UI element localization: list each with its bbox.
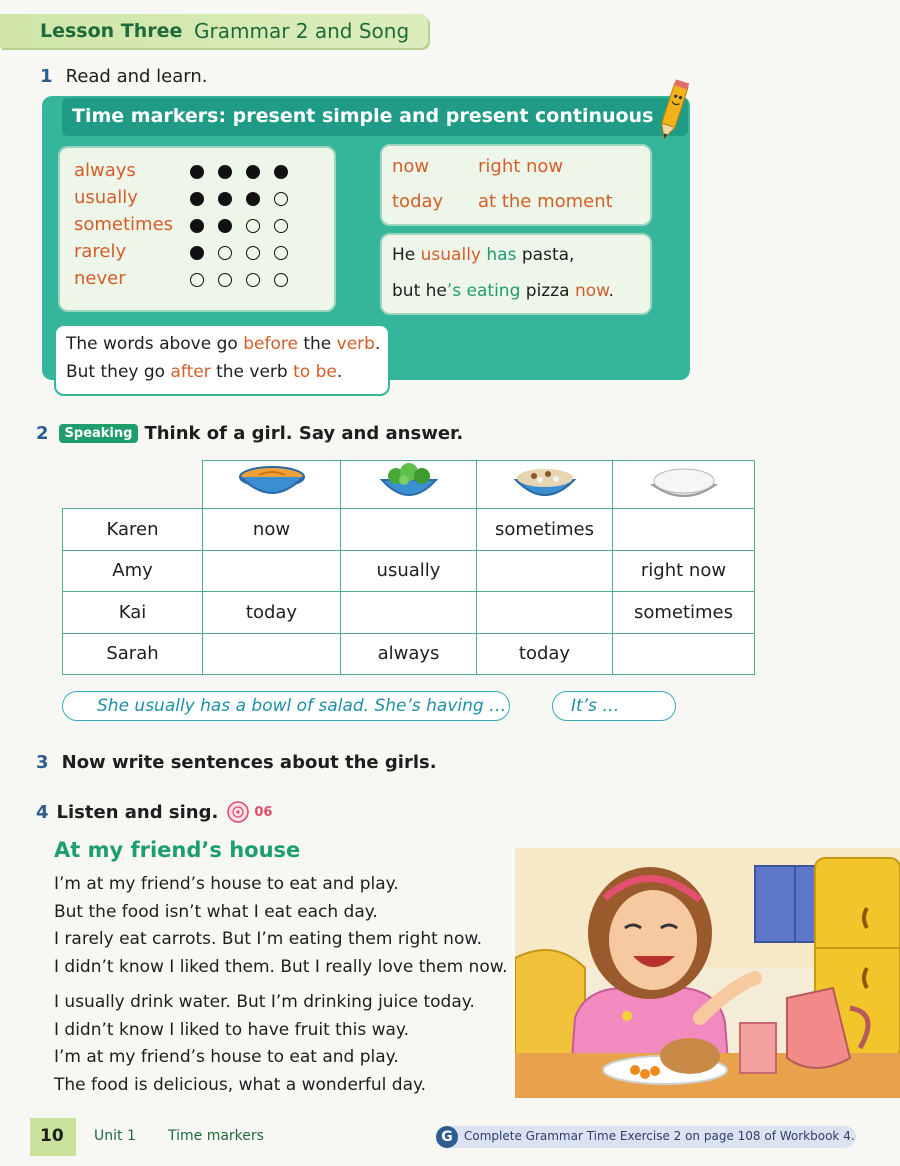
speaking-table — [62, 460, 754, 674]
rice-bowl-icon — [647, 463, 721, 506]
rule-text: The words above go — [66, 334, 244, 354]
song-line: But the food isn’t what I eat each day. — [54, 902, 378, 922]
time-marker-cell — [202, 633, 341, 676]
speech-bubble-2: It’s … — [552, 691, 676, 721]
marker-today: today — [392, 191, 444, 212]
example-text: He — [392, 245, 421, 265]
rule-after: after — [170, 362, 211, 382]
filled-dot — [190, 246, 204, 260]
example-now: now — [574, 281, 609, 301]
grammar-g-icon: G — [436, 1126, 458, 1148]
rule-line-2 — [66, 362, 342, 382]
girl-name-cell: Karen — [62, 508, 203, 551]
empty-dot — [274, 246, 288, 260]
salad-bowl-icon — [374, 462, 444, 507]
filled-dot — [190, 219, 204, 233]
filled-dot — [246, 192, 260, 206]
frequency-word-1: usually — [74, 187, 138, 208]
soup-bowl-icon — [237, 465, 307, 504]
rule-text: But they go — [66, 362, 171, 382]
example-line-2 — [392, 281, 614, 301]
audio-cd-icon[interactable] — [226, 800, 250, 824]
song-title: At my friend’s house — [54, 838, 301, 862]
girl-name-cell: Kai — [62, 591, 203, 634]
exercise-1-heading — [40, 66, 207, 87]
frequency-word-2: sometimes — [74, 214, 174, 235]
filled-dot — [246, 165, 260, 179]
frequency-word-0: always — [74, 160, 136, 181]
filled-dot — [190, 192, 204, 206]
song-line: I didn’t know I liked to have fruit this way. — [54, 1020, 409, 1040]
time-marker-cell — [340, 591, 477, 634]
filled-dot — [218, 165, 232, 179]
exercise-number: 3 — [36, 752, 49, 773]
frequency-dots-3 — [190, 246, 288, 260]
speech-bubble-1: She usually has a bowl of salad. She’s having … — [62, 691, 510, 721]
empty-dot — [190, 273, 204, 287]
track-number: 06 — [254, 804, 273, 820]
beans-bowl-icon — [510, 462, 580, 507]
time-marker-cell — [476, 550, 613, 593]
time-marker-cell — [340, 508, 477, 551]
filled-dot — [190, 165, 204, 179]
empty-dot — [246, 273, 260, 287]
time-marker-cell: today — [202, 591, 341, 634]
example-text: but he — [392, 281, 447, 301]
girl-name-cell: Amy — [62, 550, 203, 593]
girl-eating-illustration — [515, 848, 900, 1098]
empty-dot — [274, 273, 288, 287]
frequency-word-3: rarely — [74, 241, 127, 262]
pencil-icon — [652, 78, 694, 144]
food-header-cell — [202, 460, 341, 509]
time-marker-cell: right now — [612, 550, 755, 593]
lesson-title: Grammar 2 and Song — [194, 19, 410, 43]
time-marker-cell: today — [476, 633, 613, 676]
time-marker-cell: usually — [340, 550, 477, 593]
rule-to-be: to be — [293, 362, 337, 382]
exercise-number: 4 — [36, 801, 49, 823]
song-line: The food is delicious, what a wonderful day. — [54, 1075, 427, 1095]
exercise-number: 2 — [36, 423, 49, 444]
frequency-dots-0 — [190, 165, 288, 179]
example-eating: ’s eating — [446, 281, 521, 301]
example-text: pasta, — [516, 245, 575, 265]
rule-text: the — [297, 334, 337, 354]
filled-dot — [274, 165, 288, 179]
exercise-instruction: Think of a girl. Say and answer. — [144, 423, 464, 444]
food-header-cell — [612, 460, 755, 509]
example-text: . — [608, 281, 614, 301]
song-line: I usually drink water. But I’m drinking juice today. — [54, 992, 475, 1012]
exercise-instruction: Read and learn. — [65, 66, 208, 87]
exercise-number: 1 — [40, 66, 53, 87]
lesson-label: Lesson Three — [40, 20, 183, 42]
song-line: I didn’t know I liked them. But I really love them now. — [54, 957, 508, 977]
time-marker-cell — [202, 550, 341, 593]
song-line: I’m at my friend’s house to eat and play. — [54, 874, 399, 894]
example-text: pizza — [520, 281, 575, 301]
filled-dot — [218, 219, 232, 233]
time-marker-cell — [612, 508, 755, 551]
footer-unit: Unit 1 — [94, 1128, 136, 1144]
rule-text: . — [374, 334, 381, 354]
empty-dot — [274, 192, 288, 206]
exercise-4-heading — [36, 800, 272, 824]
frequency-word-4: never — [74, 268, 126, 289]
filled-dot — [218, 192, 232, 206]
workbook-note: Complete Grammar Time Exercise 2 on page 108 of Workbook 4. — [464, 1129, 855, 1143]
rule-text: the verb — [210, 362, 294, 382]
speaking-badge: Speaking — [59, 424, 139, 443]
marker-right-now: right now — [478, 156, 564, 177]
rule-line-1 — [66, 334, 380, 354]
time-marker-cell — [612, 633, 755, 676]
exercise-2-heading — [36, 423, 463, 444]
exercise-3-heading — [36, 752, 437, 773]
rule-verb: verb — [336, 334, 375, 354]
time-marker-cell: sometimes — [476, 508, 613, 551]
empty-dot — [246, 246, 260, 260]
food-header-cell — [476, 460, 613, 509]
empty-dot — [274, 219, 288, 233]
time-marker-cell: now — [202, 508, 341, 551]
time-marker-cell: always — [340, 633, 477, 676]
frequency-dots-2 — [190, 219, 288, 233]
rule-before: before — [243, 334, 298, 354]
exercise-instruction: Listen and sing. — [56, 801, 219, 823]
rule-text: . — [336, 362, 343, 382]
song-line: I rarely eat carrots. But I’m eating them right now. — [54, 929, 483, 949]
empty-dot — [218, 273, 232, 287]
marker-at-the-moment: at the moment — [478, 191, 613, 212]
empty-dot — [218, 246, 232, 260]
example-has: has — [486, 245, 517, 265]
marker-now: now — [392, 156, 430, 177]
page-number: 10 — [40, 1126, 64, 1146]
footer-topic: Time markers — [168, 1128, 264, 1144]
time-marker-cell: sometimes — [612, 591, 755, 634]
time-marker-cell — [476, 591, 613, 634]
song-line: I’m at my friend’s house to eat and play. — [54, 1047, 399, 1067]
grammar-box-title: Time markers: present simple and present continuous — [72, 105, 654, 127]
empty-dot — [246, 219, 260, 233]
example-usually: usually — [420, 245, 481, 265]
frequency-dots-4 — [190, 273, 288, 287]
girl-name-cell: Sarah — [62, 633, 203, 676]
example-line-1 — [392, 245, 574, 265]
exercise-instruction: Now write sentences about the girls. — [61, 752, 437, 773]
food-header-cell — [340, 460, 477, 509]
frequency-dots-1 — [190, 192, 288, 206]
